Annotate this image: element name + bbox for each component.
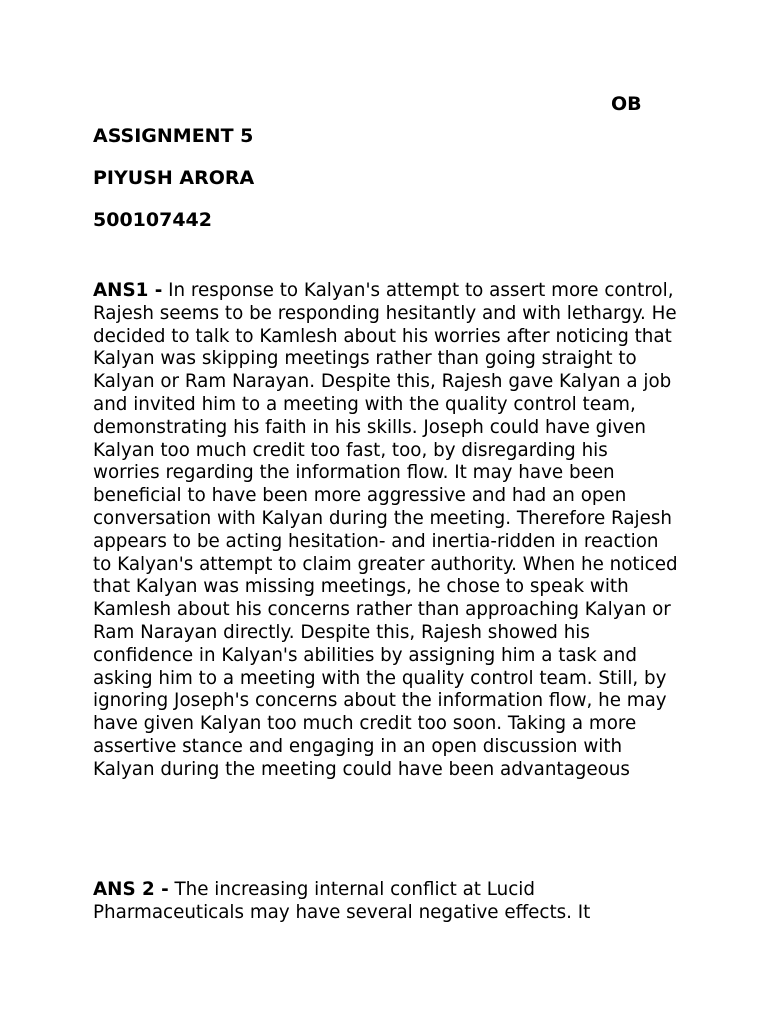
answer-1-label: ANS1 - xyxy=(93,280,163,301)
answer-1 xyxy=(93,280,678,782)
assignment-title: ASSIGNMENT 5 xyxy=(93,125,254,147)
subject-code: OB xyxy=(611,93,642,115)
answer-1-text: In response to Kalyan's attempt to assert more control, Rajesh seems to be responding hesitantly and with lethargy. He decided to talk to Kamlesh about his worries after noticing that Kalyan was skipping meetings rather than going straight to Kalyan or Ram Narayan. Despite this, Rajesh gave Kalyan a job and invited him to a meeting with the quality control team, demonstrating his faith in his skills. Joseph could have given Kalyan too much credit too fast, too, by disregarding his worries regarding the information flow. It may have been beneficial to have been more aggressive and had an open conversation with Kalyan during the meeting. Therefore Rajesh appears to be acting hesitation- and inertia-ridden in reaction to Kalyan's attempt to claim greater authority. When he noticed that Kalyan was missing meetings, he chose to speak with Kamlesh about his concerns rather than approaching Kalyan or Ram Narayan directly. Despite this, Rajesh showed his confidence in Kalyan's abilities by assigning him a task and asking him to a meeting with the quality control team. Still, by ignoring Joseph's concerns about the information flow, he may have given Kalyan too much credit too soon. Taking a more assertive stance and engaging in an open discussion with Kalyan during the meeting could have been advantageous xyxy=(93,280,678,780)
student-name: PIYUSH ARORA xyxy=(93,167,255,189)
roll-number: 500107442 xyxy=(93,209,212,231)
answer-2-text: The increasing internal conflict at Lucid Pharmaceuticals may have several negative effects. It xyxy=(93,879,591,923)
answer-2-label: ANS 2 - xyxy=(93,879,169,900)
answer-2 xyxy=(93,879,678,925)
